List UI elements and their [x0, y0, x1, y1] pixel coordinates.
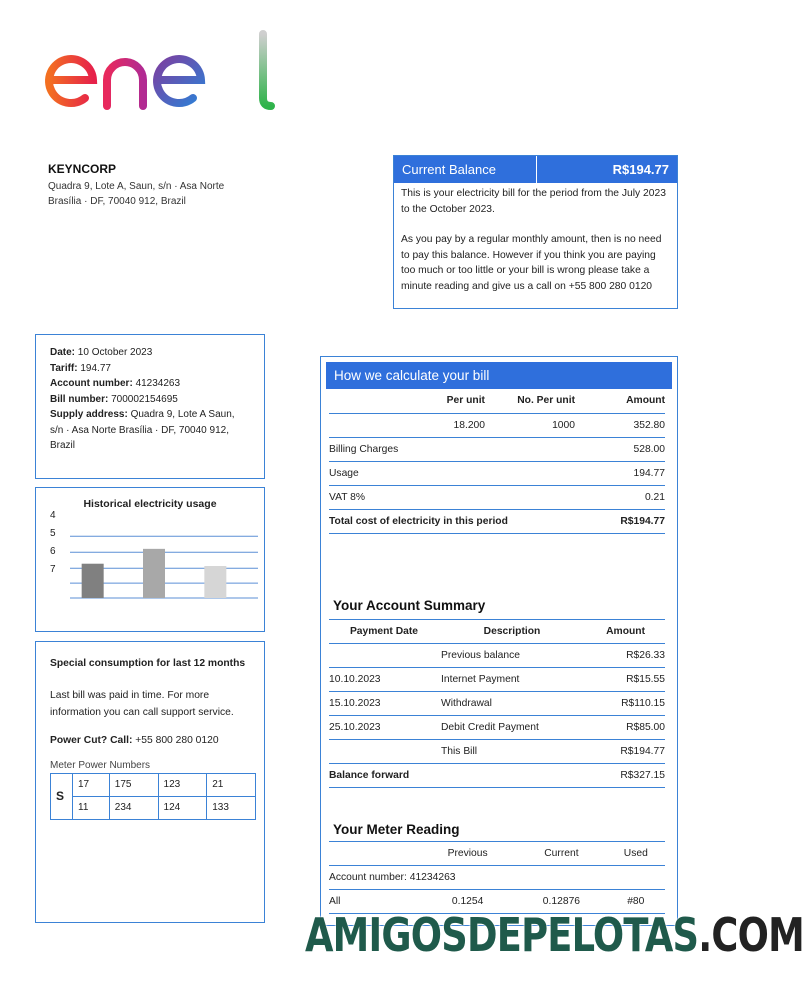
table-row: Previous balance R$26.33 — [329, 643, 665, 667]
date-line: Date: 10 October 2023 — [50, 347, 153, 358]
watermark: AMIGOSDEPELOTAS.COM — [305, 908, 804, 962]
current-balance-header — [394, 156, 677, 183]
balance-period-text: This is your electricity bill for the period from the July 2023 to the October 2023. — [401, 188, 666, 215]
meter-cell: 123 — [158, 774, 207, 797]
col-amount: Amount — [575, 389, 665, 413]
bill-number-value: 700002154695 — [111, 393, 178, 405]
balance-info-text: As you pay by a regular monthly amount, then is no need to pay this balance. However if you think you are paying too much or too little or your bill is wrong please take a minute reading and give us a call on +55 800 280 0120 — [401, 234, 662, 292]
meter-cell: 17 — [73, 774, 110, 797]
tariff-value: 194.77 — [80, 362, 111, 374]
table-row: 25.10.2023 Debit Credit Payment R$85.00 — [329, 715, 665, 739]
special-info-text: Last bill was paid in time. For more information you can call support service. — [50, 689, 234, 718]
meter-cell: 234 — [109, 797, 158, 820]
account-summary-title: Your Account Summary — [333, 597, 486, 613]
meter-reading-table: Previous Current Used Account number: 41234263 All 0.1254 0.12876 #80 — [329, 841, 665, 914]
chart-tick-label: 7 — [50, 564, 56, 575]
meter-cell: 133 — [207, 797, 256, 820]
bill-number-line: Bill number: 700002154695 — [50, 393, 178, 405]
meter-power-label: Meter Power Numbers — [50, 760, 151, 771]
company-address-line1: Quadra 9, Lote A, Saun, s/n · Asa Norte — [48, 181, 225, 192]
special-heading: Special consumption for last 12 months — [50, 658, 246, 669]
col-no-per-unit: No. Per unit — [485, 389, 575, 413]
meter-power-table — [50, 773, 256, 820]
table-row: 18.200 1000 352.80 — [329, 413, 665, 437]
meter-cell: 11 — [73, 797, 110, 820]
current-balance-box — [393, 155, 678, 309]
company-name: KEYNCORP — [48, 162, 117, 176]
calc-table — [329, 389, 665, 534]
balance-forward-row: Balance forward R$327.15 — [329, 763, 665, 787]
power-cut-line: Power Cut? Call: +55 800 280 0120 — [50, 734, 219, 746]
meter-reading-title: Your Meter Reading — [333, 821, 460, 837]
chart-bar — [82, 564, 104, 598]
chart-tick-label: 6 — [50, 546, 56, 557]
calc-title: How we calculate your bill — [326, 362, 672, 389]
supply-address-value: Quadra 9, Lote A Saun, s/n · Asa Norte Brasília · DF, 70040 912, Brazil — [50, 409, 235, 451]
history-chart-box — [35, 487, 265, 632]
bill-calculation-box — [320, 356, 678, 926]
meter-cell: 124 — [158, 797, 207, 820]
chart-tick-label: 4 — [50, 510, 56, 521]
account-summary-table: Payment Date Description Amount Previous balance R$26.33 10.10.2023 Internet Payment R$15.55 15.10.2023 Withdrawal R$110.15 25.10.2023 Debit Credit Payment R$85.00 This Bill R$194.77 Balance forward R$327.15 — [329, 619, 665, 788]
meter-cell: 21 — [207, 774, 256, 797]
chart-bar — [143, 549, 165, 598]
table-row: Usage 194.77 — [329, 461, 665, 485]
history-chart — [36, 488, 263, 630]
current-balance-amount: R$194.77 — [612, 162, 669, 177]
table-row: 15.10.2023 Withdrawal R$110.15 — [329, 691, 665, 715]
table-row: All 0.1254 0.12876 #80 — [329, 889, 665, 913]
date-value: 10 October 2023 — [77, 347, 153, 358]
table-row: This Bill R$194.77 — [329, 739, 665, 763]
supply-address-line: Supply address: Quadra 9, Lote A Saun, s/n · Asa Norte Brasília · DF, 70040 912, Brazil — [50, 409, 235, 451]
table-row: Billing Charges 528.00 — [329, 437, 665, 461]
table-row: 10.10.2023 Internet Payment R$15.55 — [329, 667, 665, 691]
meter-letter: S — [51, 774, 73, 820]
chart-tick-label: 5 — [50, 528, 56, 539]
table-row: VAT 8% 0.21 — [329, 485, 665, 509]
account-line: Account number: 41234263 — [50, 378, 181, 389]
current-balance-title: Current Balance — [394, 156, 537, 183]
company-address-line2: Brasília · DF, 70040 912, Brazil — [48, 196, 186, 207]
power-cut-phone: +55 800 280 0120 — [135, 734, 219, 746]
chart-bar — [204, 566, 226, 598]
col-per-unit: Per unit — [415, 389, 485, 413]
company-block — [48, 162, 308, 209]
total-row: Total cost of electricity in this period R$194.77 — [329, 509, 665, 533]
enel-logo — [45, 28, 275, 118]
bill-details-box — [35, 334, 265, 479]
table-row: Account number: 41234263 — [329, 865, 665, 889]
tariff-line: Tariff: 194.77 — [50, 362, 111, 374]
account-value: 41234263 — [135, 378, 181, 389]
meter-cell: 175 — [109, 774, 158, 797]
special-consumption-box — [35, 641, 265, 923]
chart-title: Historical electricity usage — [83, 498, 217, 510]
